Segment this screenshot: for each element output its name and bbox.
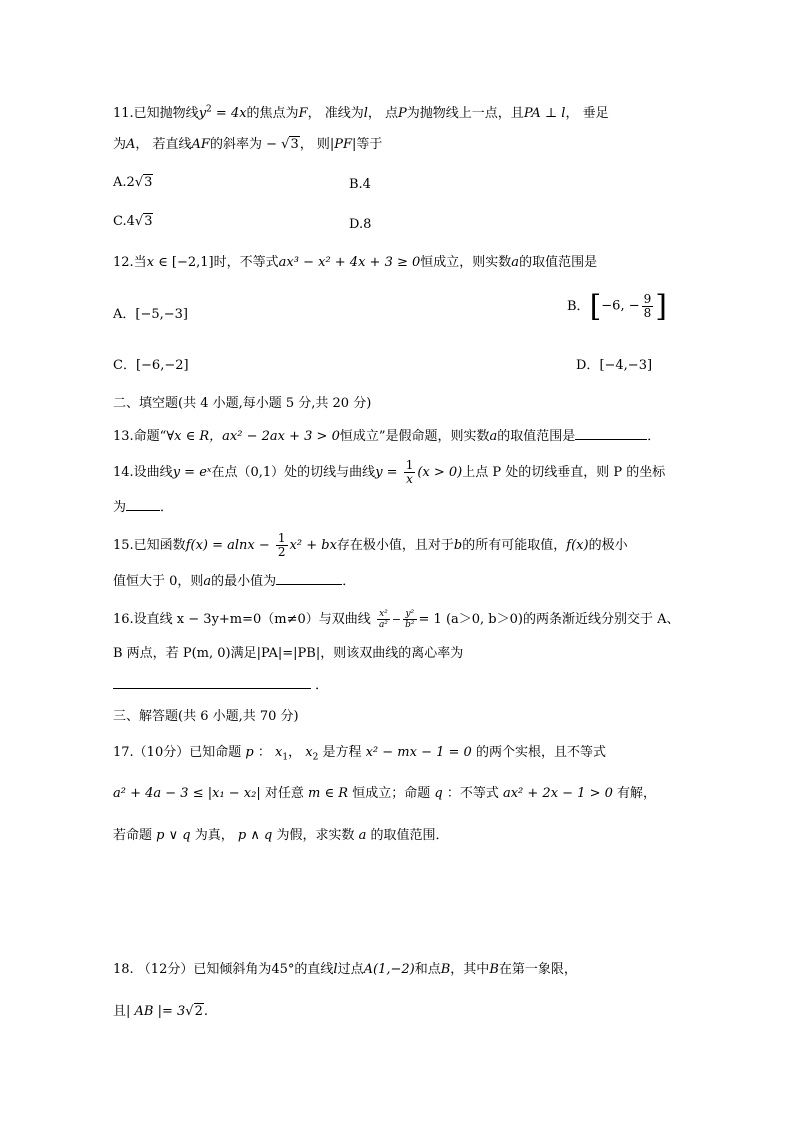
q11-line1: 11.已知抛物线$y^2 = 4x$的焦点为F， 准线为l， 点P为抛物线上一点，且PA ⊥ l， 垂足 xyxy=(113,104,609,121)
q13: 13.命题“∀x ∈ R，ax² − 2ax + 3 > 0恒成立”是假命题，则实数a的取值范围是 ． xyxy=(113,429,661,444)
q18-line2: 且| AB |= 3√2. xyxy=(113,1004,208,1019)
q15-line2: 值恒大于 0，则a的最小值为 ． xyxy=(113,574,356,589)
q11-line2: 为A， 若直线AF的斜率为 − √3， 则|PF|等于 xyxy=(113,137,383,152)
section-solution-title: 三、解答题(共 6 小题,共 70 分) xyxy=(113,709,299,724)
q12-option-c: C．[−6,−2] xyxy=(113,358,189,373)
q15-line1: 15.已知函数f(x) = alnx − $\frac{1}{2}$ x² + bx存在极小值，且对于b的所有可能取值，f(x)的极小 xyxy=(113,531,628,559)
q12-option-d: D．[−4,−3] xyxy=(576,358,653,373)
q17-line2: a² + 4a − 3 ≤ |x₁ − x₂| 对任意 m ∈ R 恒成立；命题 q ：不等式 ax² + 2x − 1 > 0 有解， xyxy=(113,786,657,801)
q16-line3: ． xyxy=(113,676,328,695)
answer-blank[interactable] xyxy=(126,498,160,511)
q12-option-b: B．[−6, − $\frac{9}{8}$ ] xyxy=(567,288,667,324)
section-fill-in-title: 二、填空题(共 4 小题,每小题 5 分,共 20 分) xyxy=(113,396,372,411)
answer-blank[interactable] xyxy=(575,427,647,440)
q14-line1: 14.设曲线y = eˣ在点（0,1）处的切线与曲线y = $\frac{1}{x}$ (x > 0)上点 P 处的切线垂直，则 P 的坐标 xyxy=(113,458,666,486)
q16-line2: B 两点，若 P(m, 0)满足|PA|=|PB|，则该双曲线的离心率为 xyxy=(113,646,464,661)
q12-option-a: A．[−5,−3] xyxy=(113,307,188,322)
q12-stem: 12.当x ∈ [−2,1]时，不等式ax³ − x² + 4x + 3 ≥ 0恒成立，则实数a的取值范围是 xyxy=(113,255,598,270)
answer-blank[interactable] xyxy=(276,572,342,585)
q14-line2: 为 ． xyxy=(113,500,174,515)
q11-option-c: C.4√3 xyxy=(113,214,153,229)
q16-line1: 16.设直线 x − 3y+m=0（m≠0）与双曲线 $\frac{\text{x²}}{\text{a²}}$ − $\frac{\text{y²}}{\text{b²}}$ = 1 (a＞0, b＞0)的两条渐近线分别交于 A、 xyxy=(113,609,680,630)
q11-option-d: D.8 xyxy=(349,217,372,232)
answer-blank[interactable] xyxy=(113,676,311,689)
q11-option-b: B.4 xyxy=(349,177,371,192)
q11-option-a: A.2√3 xyxy=(113,175,153,190)
q18-line1: 18. （12分）已知倾斜角为45°的直线l过点A(1,−2)和点B，其中B在第一象限， xyxy=(113,962,577,977)
q17-line1: 17.（10分）已知命题 p ： $x_1$， $x_2$ 是方程 x² − mx − 1 = 0 的两个实根，且不等式 xyxy=(113,745,606,763)
q17-line3: 若命题 p ∨ q 为真， p ∧ q 为假，求实数 a 的取值范围． xyxy=(113,828,449,843)
